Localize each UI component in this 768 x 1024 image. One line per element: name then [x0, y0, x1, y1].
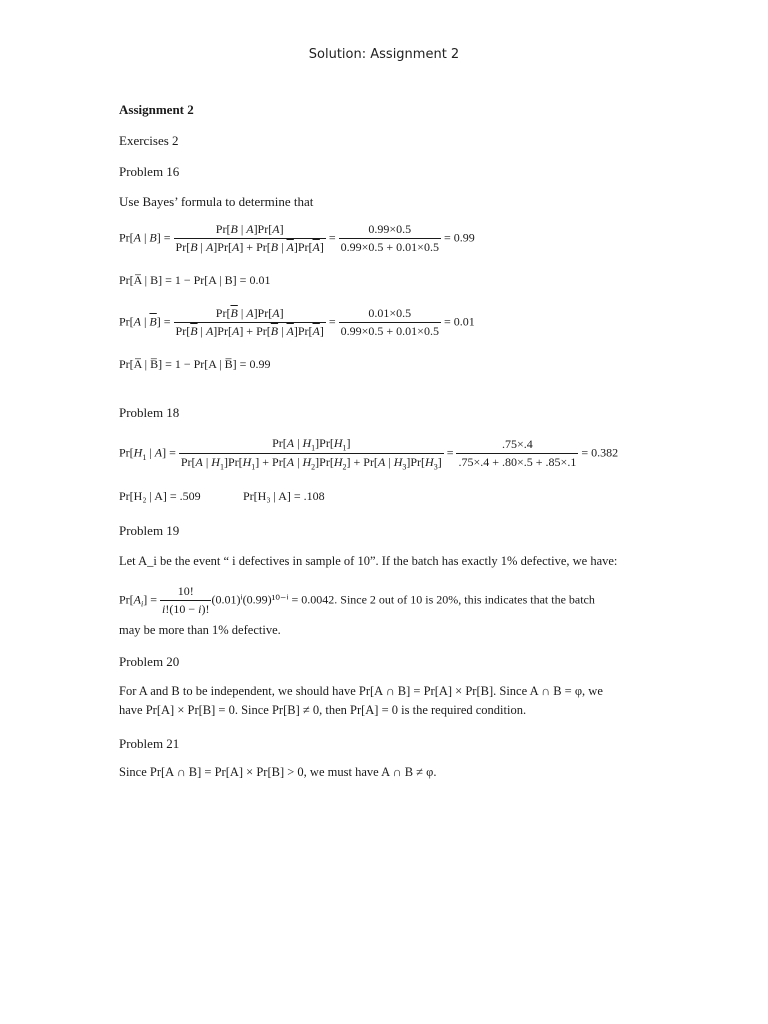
problem-16-equation-3: Pr[A | $\overline{B}$] = $\frac{Pr[\overline{B} | A]Pr[A]}{Pr[\overline{B} | A]Pr[A] + Pr[\overline{B} | \overline{A}]Pr[\overline{A}]}$ = $\frac{0.01\times 0.5}{0.99\times 0.5 + 0.01\times 0.5}$ = 0.01	[119, 306, 475, 338]
problem-18-title: Problem 18	[119, 405, 180, 420]
problem-19-eq-tail: (0.01)ⁱ(0.99)¹⁰⁻ⁱ = 0.0042	[211, 592, 335, 607]
problem-16-equation-1: Pr[A | B] = $\frac{Pr[B | A]Pr[A]}{Pr[B | A]Pr[A] + Pr[B | \overline{A}]Pr[\overline{A}]}$ = $\frac{0.99\times 0.5}{0.99\times 0.5 + 0.01\times 0.5}$ = 0.99	[119, 222, 475, 254]
problem-18-h3: Pr[H₃ | A] = .108	[243, 489, 325, 503]
problem-20-title: Problem 20	[119, 654, 180, 669]
problem-18-h2: Pr[H₂ | A] = .509	[119, 489, 201, 503]
problem-21-line1: Since Pr[A ∩ B] = Pr[A] × Pr[B] > 0, we must have A ∩ B ≠ φ.	[119, 765, 437, 779]
problem-18-equation: $Pr[H_1$ | A] = $\frac{Pr[A | H_1]Pr[H_1]}{Pr[A | H_1]Pr[H_1] + Pr[A | H_2]Pr[H_2] + Pr[A | H_3]Pr[H_3]}$ = $\frac{.75\times.4}{.75\times.4 + .80\times.5 + .85\times.1}$ = 0.382	[119, 436, 619, 472]
exercises-label: Exercises 2	[119, 133, 179, 148]
problem-16-title: Problem 16	[119, 164, 180, 179]
problem-19-line2: may be more than 1% defective.	[119, 623, 281, 637]
problem-16-eq1-result: = 0.99	[443, 230, 475, 245]
problem-19-conclusion: . Since 2 out of 10 is 20%, this indicates that the batch	[334, 592, 595, 607]
problem-16-equation-2: Pr[A̅ | B] = 1 − Pr[A | B] = 0.01	[119, 273, 271, 287]
problem-20-line1: For A and B to be independent, we should have Pr[A ∩ B] = Pr[A] × Pr[B]. Since A ∩ B = φ, we	[119, 684, 603, 698]
problem-16-eq3-result: = 0.01	[443, 314, 475, 329]
page-header: Solution: Assignment 2	[308, 47, 460, 62]
problem-16-intro: Use Bayes’ formula to determine that	[119, 194, 314, 209]
problem-19-equation: $Pr[A_i]$ = $\frac{10!}{i!(10 - i)!}$ (0.01)ⁱ(0.99)¹⁰⁻ⁱ = 0.0042. Since 2 out of 10 is 20%, this indicates that the batch	[119, 584, 595, 616]
problem-19-intro: Let A_i be the event “ i defectives in sample of 10”. If the batch has exactly 1% defective, we have:	[119, 554, 618, 568]
problem-21-title: Problem 21	[119, 736, 180, 751]
assignment-heading: Assignment 2	[119, 102, 194, 117]
problem-18-result: = 0.382	[581, 445, 619, 460]
problem-16-equation-4: Pr[A̅ | B̅] = 1 − Pr[A | B̅] = 0.99	[119, 357, 271, 371]
problem-20-line2: have Pr[A] × Pr[B] = 0. Since Pr[B] ≠ 0, then Pr[A] = 0 is the required condition.	[119, 703, 527, 717]
problem-19-title: Problem 19	[119, 523, 180, 538]
